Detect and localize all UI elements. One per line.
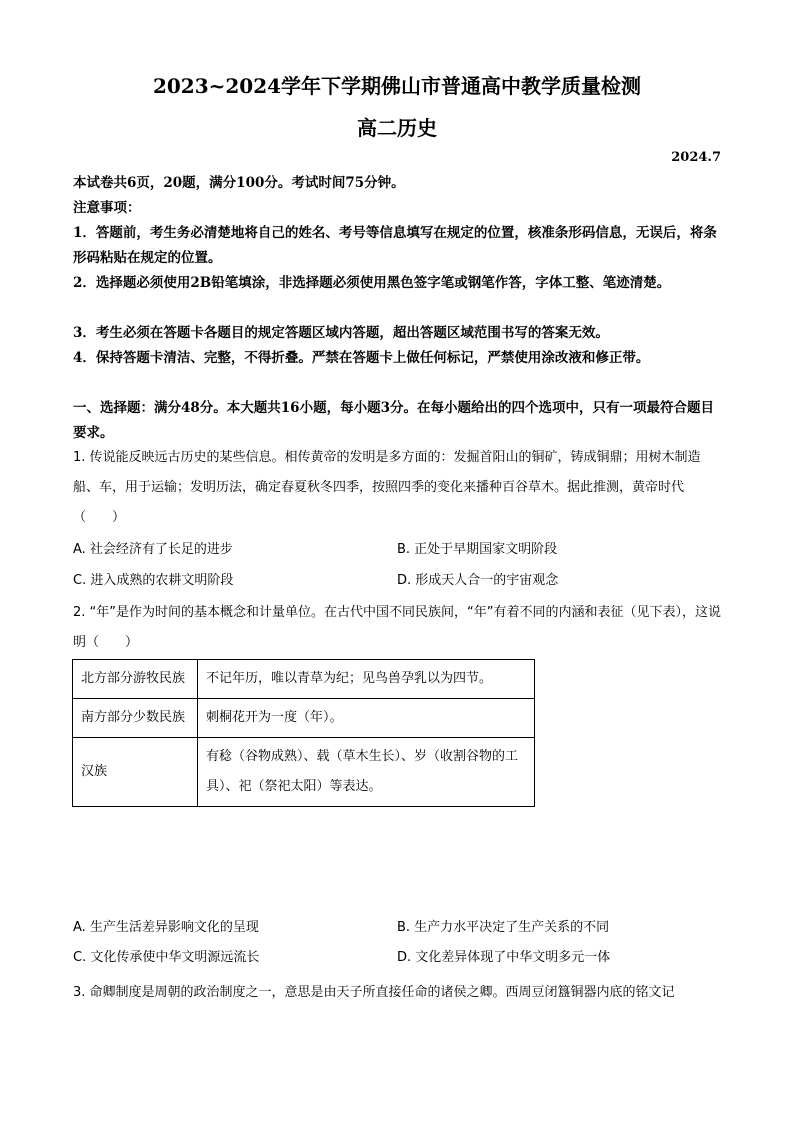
q1-option-d: D. 形成天人合一的宇宙观念 [397, 573, 559, 588]
table-row [73, 699, 535, 738]
table-cell-group: 汉族 [73, 738, 198, 807]
question-1-stem: 1. 传说能反映远古历史的某些信息。相传黄帝的发明是多方面的：发掘首阳山的铜矿，铸成铜鼎；用树木制造船、车，用于运输；发明历法，确定春夏秋冬四季，按照四季的变化来播种百谷草木。据此推测，黄帝时代（ ） [73, 450, 701, 525]
note-item-4: 4．保持答题卡清洁、完整，不得折叠。严禁在答题卡上做任何标记，严禁使用涂改液和修正带。 [73, 350, 650, 366]
exam-intro: 本试卷共6页，20题，满分100分。考试时间75分钟。 [73, 175, 405, 191]
question-2-stem: 2. “年”是作为时间的基本概念和计量单位。在古代中国不同民族间，“年”有着不同的内涵和表征（见下表），这说明（ ） [73, 605, 721, 650]
q1-option-a: A. 社会经济有了长足的进步 [73, 542, 233, 557]
q1-option-c: C. 进入成熟的农耕文明阶段 [73, 573, 234, 588]
note-item-2: 2．选择题必须使用2B铅笔填涂，非选择题必须使用黑色签字笔或钢笔作答，字体工整、笔迹清楚。 [73, 275, 671, 291]
table-row [73, 738, 535, 807]
question-3-stem: 3. 命卿制度是周朝的政治制度之一，意思是由天子所直接任命的诸侯之卿。西周豆闭簋铜器内底的铭文记 [73, 985, 675, 1000]
nianli-table [72, 659, 535, 807]
table-cell-group: 南方部分少数民族 [73, 699, 198, 738]
subject-title: 高二历史 [357, 116, 437, 140]
q2-option-a: A. 生产生活差异影响文化的呈现 [73, 920, 259, 935]
table-cell-group: 北方部分游牧民族 [73, 660, 198, 699]
table-row [73, 660, 535, 699]
note-item-1: 1．答题前，考生务必清楚地将自己的姓名、考号等信息填写在规定的位置，核准条形码信息，无误后，将条形码粘贴在规定的位置。 [73, 225, 717, 266]
q1-option-b: B. 正处于早期国家文明阶段 [397, 542, 558, 557]
section-heading: 一、选择题：满分48分。本大题共16小题，每小题3分。在每小题给出的四个选项中，只有一项最符合题目要求。 [73, 400, 714, 441]
table-cell-description: 不记年历，唯以青草为纪；见鸟兽孕乳以为四节。 [198, 660, 535, 699]
q2-option-c: C. 文化传承使中华文明源远流长 [73, 950, 260, 965]
table-cell-description: 有稔（谷物成熟）、载（草木生长）、岁（收割谷物的工具）、祀（祭祀太阳）等表达。 [198, 738, 535, 807]
exam-title: 2023~2024学年下学期佛山市普通高中教学质量检测 [152, 74, 642, 98]
table-cell-description: 刺桐花开为一度（年）。 [198, 699, 535, 738]
q2-option-b: B. 生产力水平决定了生产关系的不同 [397, 920, 610, 935]
exam-date: 2024.7 [671, 150, 721, 165]
q2-option-d: D. 文化差异体现了中华文明多元一体 [397, 950, 611, 965]
note-item-3: 3．考生必须在答题卡各题目的规定答题区域内答题，超出答题区域范围书写的答案无效。 [73, 325, 609, 341]
notes-heading: 注意事项： [73, 200, 141, 216]
